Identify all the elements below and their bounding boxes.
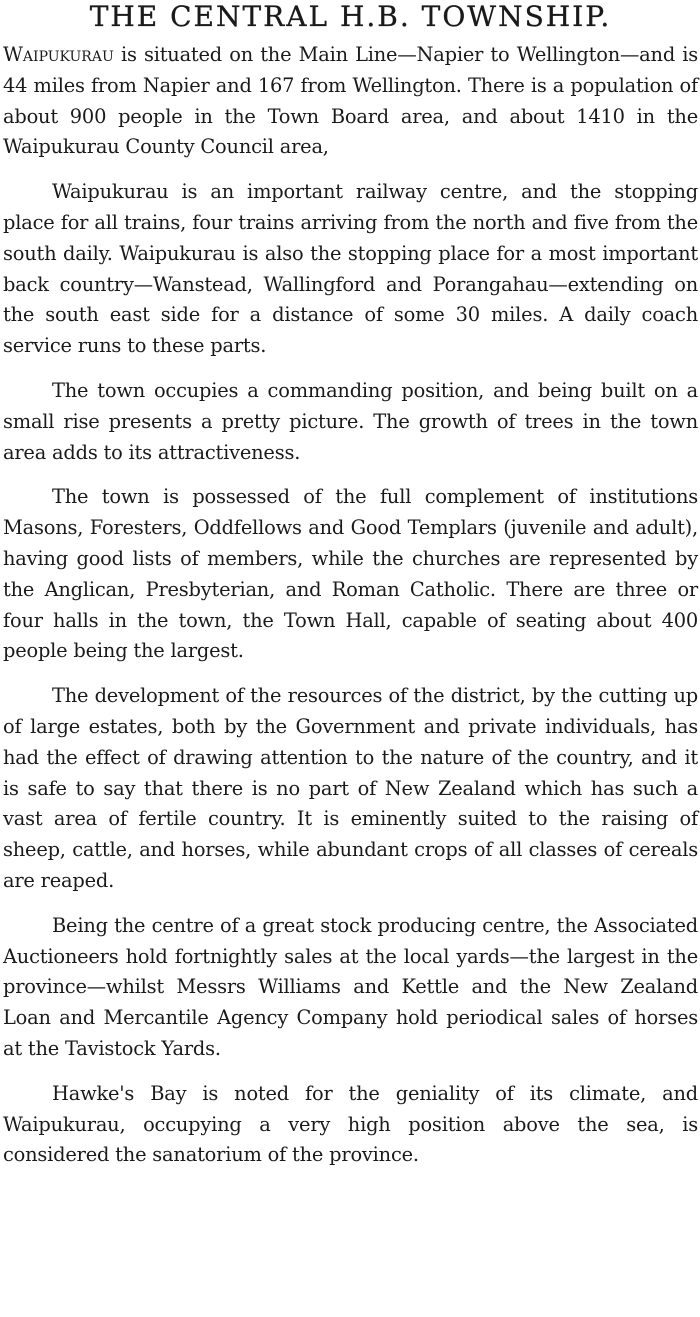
paragraph-1-text: is situated on the Main Line—Napier to Wellington—and is 44 miles from Napier and 167 from Wellington. There is a population of about 900 people in the Town Board area, and about 1410 in the Waipukurau County Council area,	[3, 43, 698, 159]
paragraph-6: Being the centre of a great stock producing centre, the Associated Auctioneers hold fortnightly sales at the local yards—the largest in the province—whilst Messrs Williams and Kettle and the New Zealand Loan and Mercantile Agency Company hold periodical sales of horses at the Tavistock Yards.	[3, 913, 698, 1060]
paragraph-3: The town occupies a commanding position, and being built on a small rise presents a pretty picture. The growth of trees in the town area adds to its attractiveness.	[3, 378, 698, 464]
paragraph-1-lead-word: Waipukurau	[3, 43, 114, 66]
paragraph-5: The development of the resources of the district, by the cutting up of large estates, both by the Government and private individuals, has had the effect of drawing attention to the nature of the country, and it is safe to say that there is no part of New Zealand which has such a vast area of fertile country. It is eminently suited to the raising of sheep, cattle, and horses, while abundant crops of all classes of cereals are reaped.	[3, 684, 698, 892]
paragraph-2: Waipukurau is an important railway centre, and the stopping place for all trains, four trains arriving from the north and five from the south daily. Waipukurau is also the stopping place for a most important back country—Wanstead, Wallingford and Porangahau—extending on the south east side for a distance of some 30 miles. A daily coach service runs to these parts.	[3, 180, 698, 358]
paragraph-7: Hawke's Bay is noted for the geniality of its climate, and Waipukurau, occupying a very high position above the sea, is considered the sanatorium of the province.	[3, 1081, 698, 1167]
article-title: THE CENTRAL H.B. TOWNSHIP.	[89, 0, 612, 33]
paragraph-1	[3, 40, 698, 163]
paragraph-4: The town is possessed of the full complement of institutions Masons, Foresters, Oddfellows and Good Templars (juvenile and adult), having good lists of members, while the churches are represented by the Anglican, Presbyterian, and Roman Catholic. There are three or four halls in the town, the Town Hall, capable of seating about 400 people being the largest.	[3, 485, 698, 663]
